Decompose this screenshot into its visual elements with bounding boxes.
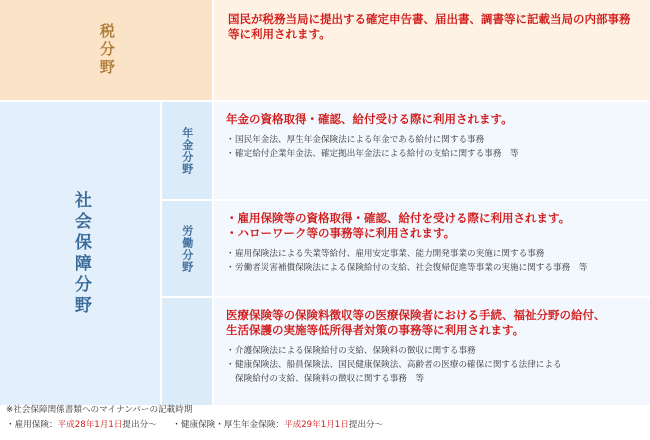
tax-field-description-cell bbox=[214, 0, 650, 100]
pension-label-cell bbox=[162, 102, 212, 199]
welfare-heading-1: 医療保険等の保険料徴収等の医療保険者における手続、福祉分野の給付、 bbox=[226, 308, 606, 322]
footnote bbox=[6, 403, 646, 433]
list-item: ・介護保険法による保険給付の支給、保険料の徴収に関する事務 bbox=[226, 346, 476, 356]
list-item: ・労働者災害補償保険法による保険給付の支給、社会復帰促進等事業の実施に関する事務 等 bbox=[226, 263, 588, 273]
labor-label-cell bbox=[162, 201, 212, 296]
employment-insurance-suffix: 提出分〜 bbox=[122, 420, 157, 430]
pension-description-cell bbox=[214, 102, 650, 199]
health-insurance-suffix: 提出分〜 bbox=[348, 420, 384, 430]
welfare-items bbox=[226, 344, 642, 386]
tax-field-label: 税分野 bbox=[97, 23, 116, 77]
tax-field-label-cell bbox=[0, 0, 212, 100]
pension-label: 年金分野 bbox=[180, 126, 194, 175]
employment-insurance-label: ・雇用保険： bbox=[6, 420, 58, 430]
labor-label: 労働分野 bbox=[180, 224, 194, 273]
labor-items bbox=[226, 247, 642, 275]
labor-description-cell bbox=[214, 201, 650, 296]
health-insurance-date: 平成29年1月1日 bbox=[284, 420, 349, 430]
welfare-label-cell bbox=[162, 298, 212, 405]
footnote-dates bbox=[6, 418, 646, 433]
list-item: ・雇用保険法による失業等給付、雇用安定事業、能力開発事業の実施に関する事務 bbox=[226, 249, 545, 259]
welfare-description-cell bbox=[214, 298, 650, 405]
social-security-label: 社会保障分野 bbox=[70, 190, 91, 317]
list-item: ・確定給付企業年金法、確定拠出年金法による給付の支給に関する事務 等 bbox=[226, 149, 519, 159]
footnote-title: ※社会保障関係書類へのマイナンバーの記載時期 bbox=[6, 405, 193, 415]
list-item-continuation: 保険給付の支給、保険料の徴収に関する事務 等 bbox=[235, 374, 425, 384]
welfare-heading-2: 生活保護の実施等低所得者対策の事務等に利用されます。 bbox=[226, 323, 525, 337]
labor-heading-2: ・ハローワーク等の事務等に利用されます。 bbox=[226, 226, 456, 240]
labor-heading-1: ・雇用保険等の資格取得・確認、給付を受ける際に利用されます。 bbox=[226, 211, 571, 225]
employment-insurance-date: 平成28年1月1日 bbox=[57, 420, 123, 430]
list-item: ・国民年金法、厚生年金保険法による年金である給付に関する事務 bbox=[226, 135, 485, 145]
tax-field-description: 国民が税務当局に提出する確定申告書、届出書、調書等に記載当局の内部事務等に利用されます。 bbox=[228, 12, 631, 41]
list-item: ・健康保険法、船員保険法、国民健康保険法、高齢者の医療の確保に関する法律による bbox=[226, 360, 562, 370]
health-insurance-label: ・健康保険・厚生年金保険： bbox=[172, 420, 285, 430]
pension-heading: 年金の資格取得・確認、給付受ける際に利用されます。 bbox=[226, 112, 513, 126]
pension-items bbox=[226, 133, 642, 161]
